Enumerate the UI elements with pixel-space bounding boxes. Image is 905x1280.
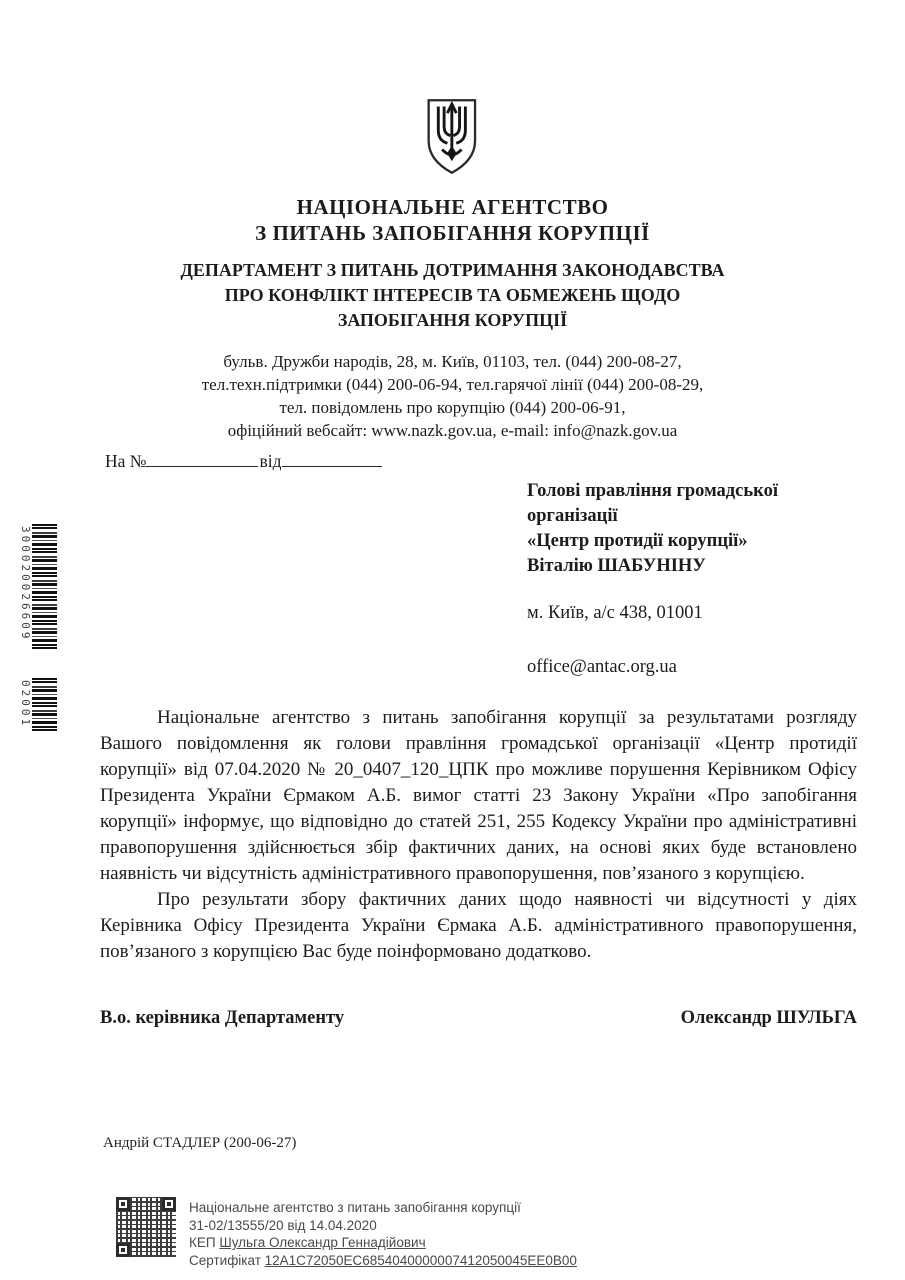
stamp-agency-line: Національне агентство з питань запобігання корупції [189, 1200, 521, 1215]
reference-number-line [105, 451, 382, 472]
qr-code-icon [116, 1197, 176, 1257]
department-title [0, 258, 905, 333]
barcode-segment-2 [18, 678, 60, 734]
recipient-block [527, 479, 859, 678]
barcode-bars-icon [32, 524, 57, 652]
recipient-line2: організації [527, 506, 618, 526]
signer-name: Олександр ШУЛЬГА [680, 1008, 857, 1028]
recipient-postal-address: м. Київ, а/с 438, 01001 [527, 603, 703, 623]
stamp-signer-name: Шульга Олександр Геннадійович [219, 1235, 426, 1250]
reference-number-blank [146, 452, 258, 467]
stamp-doc-number-line: 31-02/13555/20 від 14.04.2020 [189, 1217, 377, 1233]
body-paragraph-2: Про результати збору фактичних даних щодо наявності чи відсутності у діях Керівника Офісу Президента України Єрмака А.Б. адміністративного правопорушення, пов’язаного з корупцією Вас буде поінформовано додатково. [100, 889, 857, 962]
stamp-cert-prefix: Сертифікат [189, 1252, 265, 1268]
contact-line-address: бульв. Дружби народів, 28, м. Київ, 01103, тел. (044) 200-08-27, [223, 352, 682, 371]
body-paragraph-1: Національне агентство з питань запобігання корупції за результатами розгляду Вашого повідомлення як голови правління громадської організації «Центр протидії корупції» від 07.04.2020 № 20_0407_120_ЦПК про можливе порушення Керівником Офісу Президента України Єрмаком А.Б. вимог статті 23 Закону України «Про запобігання корупції» інформує, що відповідно до статей 251, 255 Кодексу України про адміністративні правопорушення здійснюється збір фактичних даних, на основі яких буде встановлено наявність чи відсутність адміністративного правопорушення, пов’язаного з корупцією. [100, 707, 857, 884]
department-title-line1: ДЕПАРТАМЕНТ З ПИТАНЬ ДОТРИМАННЯ ЗАКОНОДАВСТВА [180, 260, 725, 280]
recipient-email: office@antac.org.ua [527, 657, 677, 677]
contact-line-web-email: офіційний вебсайт: www.nazk.gov.ua, e-mail: info@nazk.gov.ua [227, 421, 678, 440]
stamp-kep-prefix: КЕП [189, 1235, 220, 1250]
agency-title-line1: НАЦІОНАЛЬНЕ АГЕНТСТВО [296, 195, 609, 219]
signer-position: В.о. керівника Департаменту [100, 1008, 345, 1028]
department-title-line2: ПРО КОНФЛІКТ ІНТЕРЕСІВ ТА ОБМЕЖЕНЬ ЩОДО [224, 285, 681, 305]
barcode-segment-1 [18, 524, 60, 652]
stamp-kep-line [189, 1234, 577, 1252]
department-title-line3: ЗАПОБІГАННЯ КОРУПЦІЇ [337, 310, 568, 330]
reference-mid: від [259, 451, 282, 471]
e-signature-stamp [116, 1197, 577, 1269]
qr-finder-icon [116, 1243, 130, 1257]
recipient-line3: «Центр протидії корупції» [527, 531, 748, 551]
contact-line-phones: тел.техн.підтримки (044) 200-06-94, тел.гарячої лінії (044) 200-08-29, [201, 375, 704, 394]
recipient-name-block [527, 479, 859, 579]
barcode-digits-1: 300020026609 [19, 526, 32, 642]
letter-body [100, 705, 857, 965]
agency-title-line2: З ПИТАНЬ ЗАПОБІГАННЯ КОРУПЦІЇ [255, 221, 650, 245]
ukraine-trident-emblem-icon [422, 97, 480, 182]
vertical-barcode [18, 524, 60, 760]
qr-finder-icon [116, 1197, 130, 1211]
stamp-certificate-line [189, 1252, 577, 1270]
reference-date-blank [282, 452, 382, 467]
stamp-cert-number: 12A1C72050EC6854040000007412050045EE0B00 [264, 1252, 577, 1268]
recipient-line1: Голові правління громадської [527, 481, 778, 501]
executor-contact: Андрій СТАДЛЕР (200-06-27) [103, 1135, 297, 1151]
qr-finder-icon [162, 1197, 176, 1211]
signature-row [100, 1008, 857, 1029]
recipient-line4: Віталію ШАБУНІНУ [527, 556, 706, 576]
agency-title [0, 194, 905, 246]
barcode-bars-icon [32, 678, 57, 734]
reference-prefix: На № [105, 451, 147, 471]
stamp-text-block [189, 1197, 577, 1269]
barcode-digits-2: 02001 [19, 680, 32, 729]
contact-line-hotline: тел. повідомлень про корупцію (044) 200-06-91, [279, 398, 626, 417]
agency-contact-block [0, 350, 905, 442]
